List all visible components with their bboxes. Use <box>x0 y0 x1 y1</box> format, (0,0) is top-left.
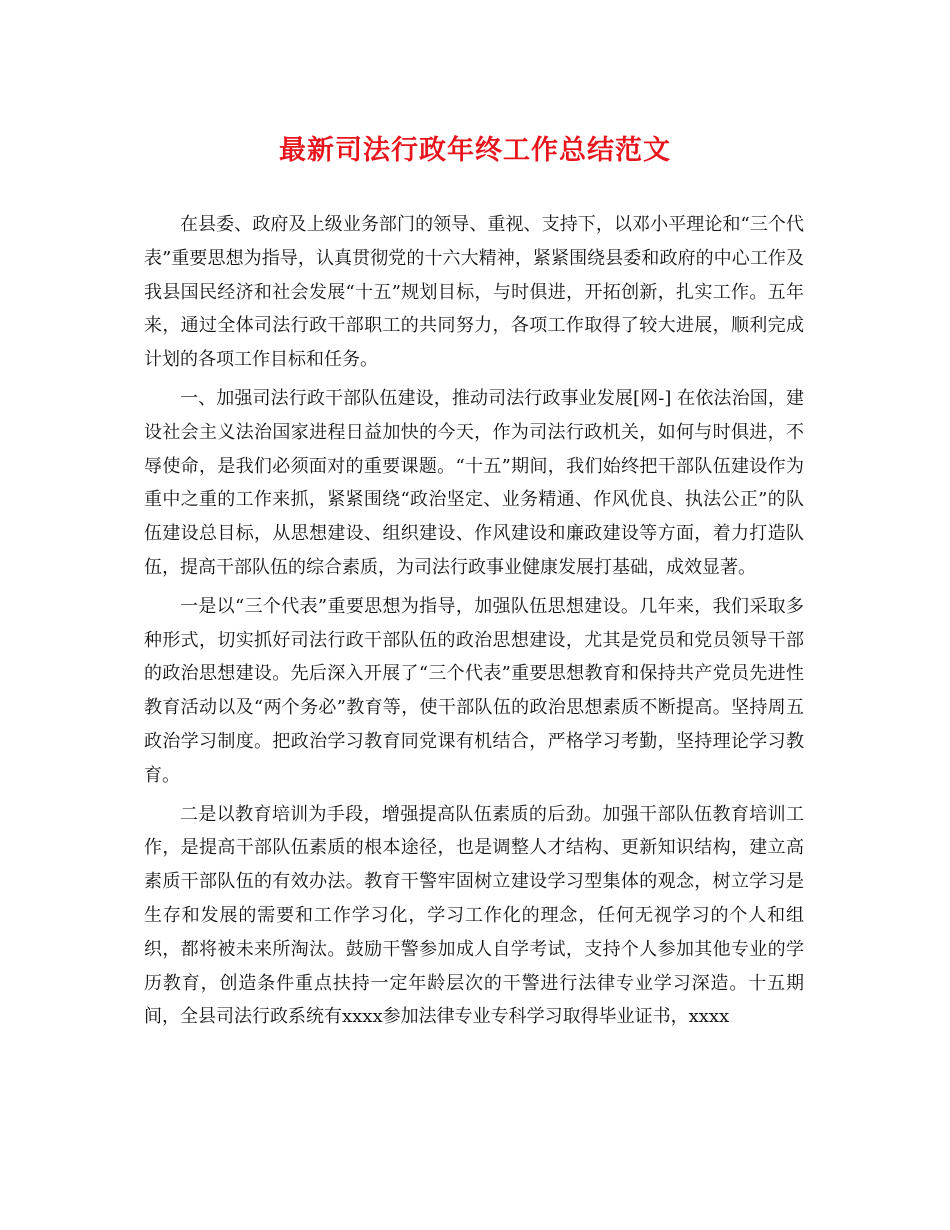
document-title: 最新司法行政年终工作总结范文 <box>279 135 671 166</box>
paragraph-education-training: 二是以教育培训为手段，增强提高队伍素质的后劲。加强干部队伍教育培训工作，是提高干部队伍素质的根本途径，也是调整人才结构、更新知识结构，建立高素质干部队伍的有效办法。教育干警牢固树立建设学习型集体的观念，树立学习是生存和发展的需要和工作学习化，学习工作化的理念，任何无视学习的个人和组织，都将被未来所淘汰。鼓励干警参加成人自学考试，支持个人参加其他专业的学历教育，创造条件重点扶持一定年龄层次的干警进行法律专业学习深造。十五期间，全县司法行政系统有xxxx参加法律专业专科学习取得毕业证书，xxxx <box>144 803 804 1028</box>
document-body <box>144 208 804 1039</box>
paragraph-ideological-building: 一是以“三个代表”重要思想为指导，加强队伍思想建设。几年来，我们采取多种形式，切实抓好司法行政干部队伍的政治思想建设，尤其是党员和党员领导干部的政治思想建设。先后深入开展了“三个代表”重要思想教育和保持共产党员先进性教育活动以及“两个务必”教育等，使干部队伍的政治思想素质不断提高。坚持周五政治学习制度。把政治学习教育同党课有机结合，严格学习考勤，坚持理论学习教育。 <box>144 595 804 786</box>
paragraph-intro: 在县委、政府及上级业务部门的领导、重视、支持下，以邓小平理论和“三个代表”重要思想为指导，认真贯彻党的十六大精神，紧紧围绕县委和政府的中心工作及我县国民经济和社会发展“十五”规划目标，与时俱进，开拓创新，扎实工作。五年来，通过全体司法行政干部职工的共同努力，各项工作取得了较大进展，顺利完成计划的各项工作目标和任务。 <box>144 214 804 371</box>
paragraph-team-building: 一、加强司法行政干部队伍建设，推动司法行政事业发展[网-] 在依法治国，建设社会主义法治国家进程日益加快的今天，作为司法行政机关，如何与时俱进，不辱使命，是我们必须面对的重要课题。“十五”期间，我们始终把干部队伍建设作为重中之重的工作来抓，紧紧围绕“政治坚定、业务精通、作风优良、执法公正”的队伍建设总目标，从思想建设、组织建设、作风建设和廉政建设等方面，着力打造队伍，提高干部队伍的综合素质，为司法行政事业健康发展打基础，成效显著。 <box>144 387 804 578</box>
